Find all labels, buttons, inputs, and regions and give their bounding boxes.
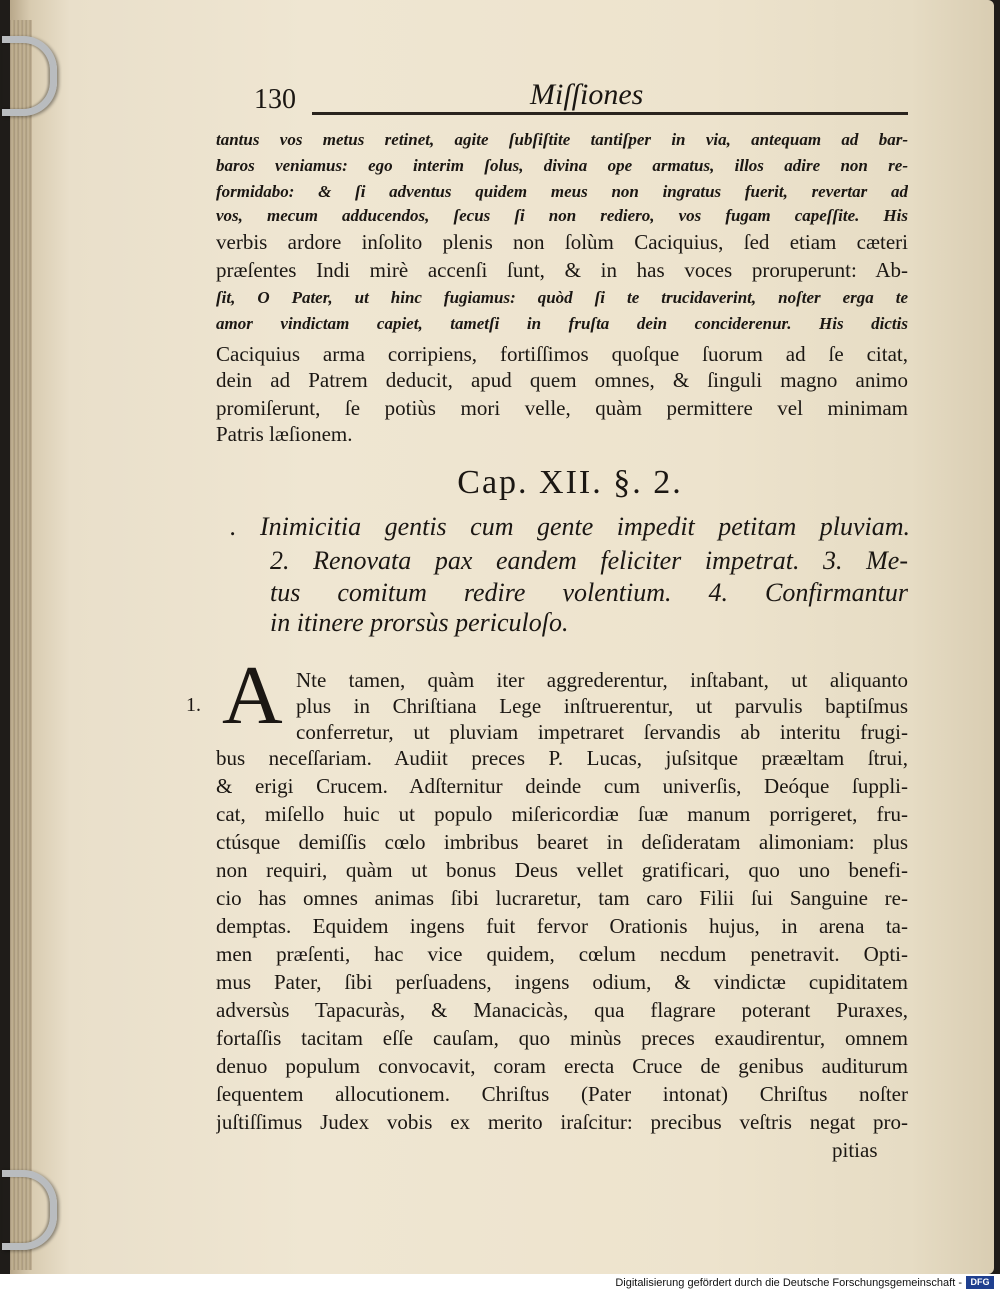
text-line: præſentes Indi mirè accenſi ſunt, & in has voces proruperunt: Ab- xyxy=(216,258,908,282)
running-title: Miſſiones xyxy=(530,78,644,111)
chapter-heading: Cap. XII. §. 2. xyxy=(457,464,683,501)
text-line: plus in Chriſtiana Lege inſtruerentur, ut parvulis baptiſmus xyxy=(296,694,908,718)
text-line: Caciquius arma corripiens, fortiſſimos quoſque ſuorum ad ſe citat, xyxy=(216,342,908,366)
text-line: ctúsque demiſſis cœlo imbribus bearet in deſideratam alimoniam: plus xyxy=(216,830,908,854)
summary-line: in itinere prorsùs periculoſo. xyxy=(270,608,569,637)
text-line: Nte tamen, quàm iter aggrederentur, inſtabant, ut aliquanto xyxy=(296,668,908,692)
text-line: dein ad Patrem deducit, apud quem omnes, & ſinguli magno animo xyxy=(216,368,908,392)
text-line: amor vindictam capiet, tametſi in fruſta dein conciderenur. His dictis xyxy=(216,314,908,333)
text-line: men præſenti, hac vice quidem, cœlum necdum penetravit. Opti- xyxy=(216,942,908,966)
text-line: tantus vos metus retinet, agite ſubſiſtite tantiſper in via, antequam ad bar- xyxy=(216,130,908,149)
text-line: promiſerunt, ſe potiùs mori velle, quàm permittere vel minimam xyxy=(216,396,908,420)
text-line: cio has omnes animas ſibi lucraretur, tam caro Filii ſui Sanguine re- xyxy=(216,886,908,910)
funding-credit: Digitalisierung gefördert durch die Deutsche Forschungsgemeinschaft - xyxy=(615,1277,962,1289)
summary-line: . Inimicitia gentis cum gente impedit petitam pluviam. xyxy=(230,512,910,541)
drop-capital: A xyxy=(222,649,283,742)
text-line: & erigi Crucem. Adſternitur deinde cum univerſis, Deóque ſuppli- xyxy=(216,774,908,798)
dfg-logo: DFG xyxy=(966,1276,994,1289)
binding-clip-top xyxy=(2,36,57,116)
text-line: bus neceſſariam. Audiit preces P. Lucas, juſsitque prææltam ſtrui, xyxy=(216,746,908,770)
text-line: verbis ardore inſolito plenis non ſolùm Caciquius, ſed etiam cæteri xyxy=(216,230,908,254)
text-line: baros veniamus: ego interim ſolus, divina ope armatus, illos adire non re- xyxy=(216,156,908,175)
page-stack-edge xyxy=(10,20,32,1270)
text-line: Patris læſionem. xyxy=(216,422,353,446)
header-rule xyxy=(312,112,908,115)
text-line: juſtiſſimus Judex vobis ex merito iraſcitur: precibus veſtris negat pro- xyxy=(216,1110,908,1134)
text-line: non requiri, quàm ut bonus Deus vellet gratificari, quo uno benefi- xyxy=(216,858,908,882)
text-line: formidabo: & ſi adventus quidem meus non ingratus fuerit, revertar ad xyxy=(216,182,908,201)
text-line: fortaſſis tacitam eſſe cauſam, quo minùs preces exaudirentur, omnem xyxy=(216,1026,908,1050)
catchword: pitias xyxy=(832,1138,878,1162)
text-line: conferretur, ut pluviam impetraret ſervandis ab interitu frugi- xyxy=(296,720,908,744)
summary-line: 2. Renovata pax eandem feliciter impetrat. 3. Me- xyxy=(270,546,908,575)
text-line: demptas. Equidem ingens fuit fervor Orationis hujus, in arena ta- xyxy=(216,914,908,938)
text-line: mus Pater, ſibi perſuadens, ingens odium, & vindictæ cupiditatem xyxy=(216,970,908,994)
paragraph-number: 1. xyxy=(186,694,201,716)
text-line: cat, miſello huic ut populo miſericordiæ ſuæ manum porrigeret, fru- xyxy=(216,802,908,826)
binding-clip-bottom xyxy=(2,1170,57,1250)
text-line: adversùs Tapacuràs, & Manacicàs, qua flagrare poterant Puraxes, xyxy=(216,998,908,1022)
summary-line: tus comitum redire volentium. 4. Confirmantur xyxy=(270,578,908,607)
text-line: denuo populum convocavit, coram erecta Cruce de genibus auditurum xyxy=(216,1054,908,1078)
text-line: vos, mecum adducendos, ſecus ſi non rediero, vos fugam capeſſite. His xyxy=(216,206,908,225)
text-line: ſit, O Pater, ut hinc fugiamus: quòd ſi te trucidaverint, noſter erga te xyxy=(216,288,908,307)
page-number: 130 xyxy=(254,84,296,115)
text-line: ſequentem allocutionem. Chriſtus (Pater intonat) Chriſtus noſter xyxy=(216,1082,908,1106)
